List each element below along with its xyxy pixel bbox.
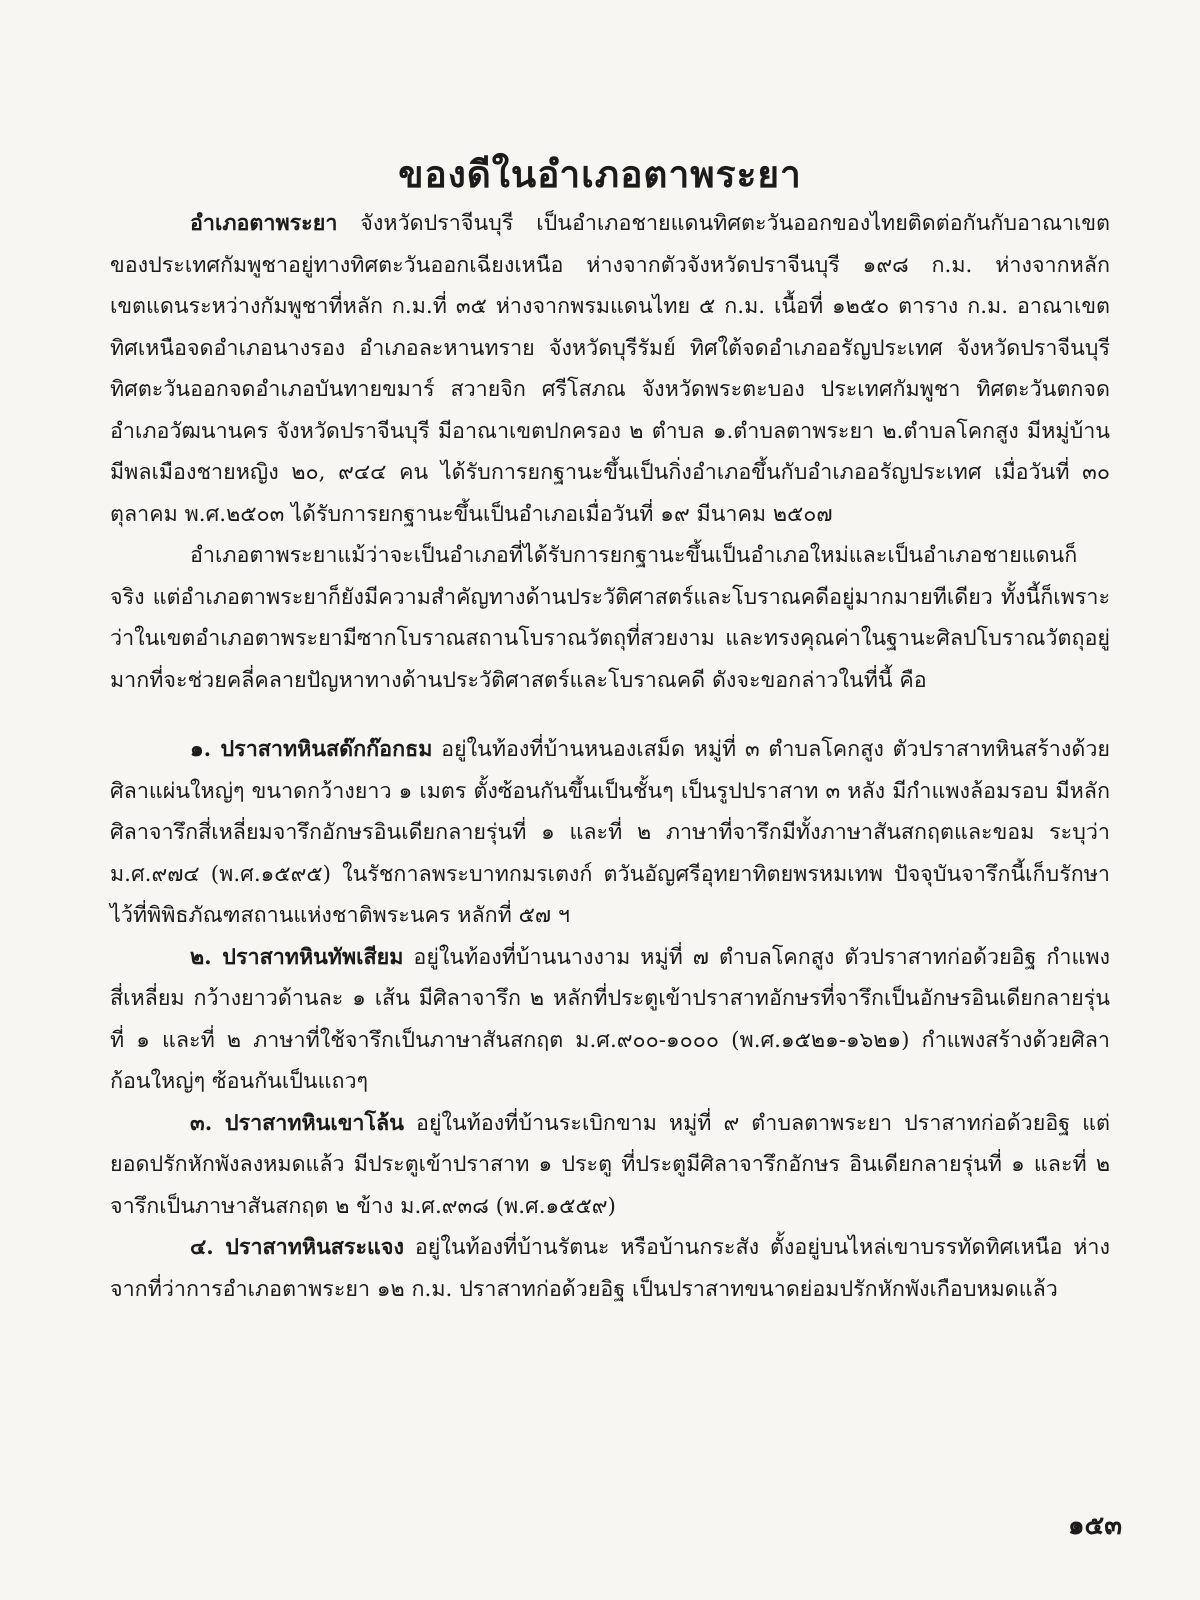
item-3-text: อยู่ในท้องที่บ้านระเบิกขาม หมู่ที่ ๙ ตำบลตาพระยา ปราสาทก่อด้วยอิฐ แต่ยอดปรักหักพังลงหมดแล้ว มีประตูเข้าปราสาท ๑ ประตู ที่ประตูมีศิลาจารึกอักษร อินเดียกลายรุ่นที่ ๑ และที่ ๒ จารึกเป็นภาษาสันสกฤต ๒ ข้าง ม.ศ.๙๓๘ (พ.ศ.๑๕๕๙) bbox=[110, 1110, 1110, 1219]
section-gap bbox=[110, 701, 1110, 729]
document-body bbox=[110, 203, 1110, 1310]
item-1-lead: ๑. ปราสาทหินสด๊กก๊อกธม bbox=[190, 737, 433, 762]
item-4 bbox=[110, 1227, 1110, 1310]
paragraph-2: อำเภอตาพระยาแม้ว่าจะเป็นอำเภอที่ได้รับการยกฐานะขึ้นเป็นอำเภอใหม่และเป็นอำเภอชายแดนก็จริง แต่อำเภอตาพระยาก็ยังมีความสำคัญทางด้านประวัติศาสตร์และโบราณคดีอยู่มากมายทีเดียว ทั้งนี้ก็เพราะว่าในเขตอำเภอตาพระยามีซากโบราณสถานโบราณวัตถุที่สวยงาม และทรงคุณค่าในฐานะศิลปโบราณวัตถุอยู่มากที่จะช่วยคลี่คลายปัญหาทางด้านประวัติศาสตร์และโบราณคดี ดังจะขอกล่าวในที่นี้ คือ bbox=[110, 543, 1110, 693]
intro-paragraph bbox=[110, 203, 1110, 535]
item-1-text: อยู่ในท้องที่บ้านหนองเสม็ด หมู่ที่ ๓ ตำบลโคกสูง ตัวปราสาทหินสร้างด้วยศิลาแผ่นใหญ่ๆ ขนาดกว้างยาว ๑ เมตร ตั้งซ้อนกันขึ้นเป็นชั้นๆ เป็นรูปปราสาท ๓ หลัง มีกำแพงล้อมรอบ มีหลักศิลาจารึกสี่เหลี่ยมจารึกอักษรอินเดียกลายรุ่นที่ ๑ และที่ ๒ ภาษาที่จารึกมีทั้งภาษาสันสกฤตและขอม ระบุว่า ม.ศ.๙๗๔ (พ.ศ.๑๕๙๕) ในรัชกาลพระบาทกมรเตงก์ ตวันอัญศรีอุทยาทิตยพรหมเทพ ปัจจุบันจารึกนี้เก็บรักษาไว้ที่พิพิธภัณฑสถานแห่งชาติพระนคร หลักที่ ๕๗ ฯ bbox=[110, 737, 1110, 928]
page-title: ของดีในอำเภอตาพระยา bbox=[398, 152, 802, 196]
item-3 bbox=[110, 1103, 1110, 1228]
item-4-lead: ๔. ปราสาทหินสระแจง bbox=[190, 1235, 404, 1260]
item-2-text: อยู่ในท้องที่บ้านนางงาม หมู่ที่ ๗ ตำบลโคกสูง ตัวปราสาทก่อด้วยอิฐ กำแพงสี่เหลี่ยม กว้างยาวด้านละ ๑ เส้น มีศิลาจารึก ๒ หลักที่ประตูเข้าปราสาทอักษรที่จารึกเป็นอักษรอินเดียกลายรุ่นที่ ๑ และที่ ๒ ภาษาที่ใช้จารึกเป็นภาษาสันสกฤต ม.ศ.๙๐๐-๑๐๐๐ (พ.ศ.๑๕๒๑-๑๖๒๑) กำแพงสร้างด้วยศิลาก้อนใหญ่ๆ ซ้อนกันเป็นแถวๆ bbox=[110, 944, 1111, 1094]
item-2 bbox=[110, 937, 1110, 1103]
intro-text: จังหวัดปราจีนบุรี เป็นอำเภอชายแดนทิศตะวันออกของไทยติดต่อกันกับอาณาเขตของประเทศกัมพูชาอยู่ทางทิศตะวันออกเฉียงเหนือ ห่างจากตัวจังหวัดปราจีนบุรี ๑๙๘ ก.ม. ห่างจากหลักเขตแดนระหว่างกัมพูชาที่หลัก ก.ม.ที่ ๓๕ ห่างจากพรมแดนไทย ๕ ก.ม. เนื้อที่ ๑๒๕๐ ตาราง ก.ม. อาณาเขตทิศเหนือจดอำเภอนางรอง อำเภอละหานทราย จังหวัดบุรีรัมย์ ทิศใต้จดอำเภออรัญประเทศ จังหวัดปราจีนบุรี ทิศตะวันออกจดอำเภอบันทายขมาร์ สวายจิก ศรีโสภณ จังหวัดพระตะบอง ประเทศกัมพูชา ทิศตะวันตกจดอำเภอวัฒนานคร จังหวัดปราจีนบุรี มีอาณาเขตปกครอง ๒ ตำบล ๑.ตำบลตาพระยา ๒.ตำบลโคกสูง มีหมู่บ้าน มีพลเมืองชายหญิง ๒๐, ๙๔๔ คน ได้รับการยกฐานะขึ้นเป็นกิ่งอำเภอขึ้นกับอำเภออรัญประเทศ เมื่อวันที่ ๓๐ ตุลาคม พ.ศ.๒๕๐๓ ได้รับการยกฐานะขึ้นเป็นอำเภอเมื่อวันที่ ๑๙ มีนาคม ๒๕๐๗ bbox=[110, 211, 1110, 527]
item-2-lead: ๒. ปราสาทหินทัพเสียม bbox=[190, 944, 404, 970]
item-4-text: อยู่ในท้องที่บ้านรัตนะ หรือบ้านกระสัง ตั้งอยู่บนไหล่เขาบรรทัดทิศเหนือ ห่างจากที่ว่าการอำเภอตาพระยา ๑๒ ก.ม. ปราสาทก่อด้วยอิฐ เป็นปราสาทขนาดย่อมปรักหักพังเกือบหมดแล้ว bbox=[110, 1235, 1110, 1302]
page-number: ๑๕๓ bbox=[1068, 1511, 1122, 1541]
intro-lead: อำเภอตาพระยา bbox=[190, 211, 338, 236]
item-1 bbox=[110, 729, 1110, 937]
item-3-lead: ๓. ปราสาทหินเขาโล้น bbox=[190, 1110, 404, 1136]
